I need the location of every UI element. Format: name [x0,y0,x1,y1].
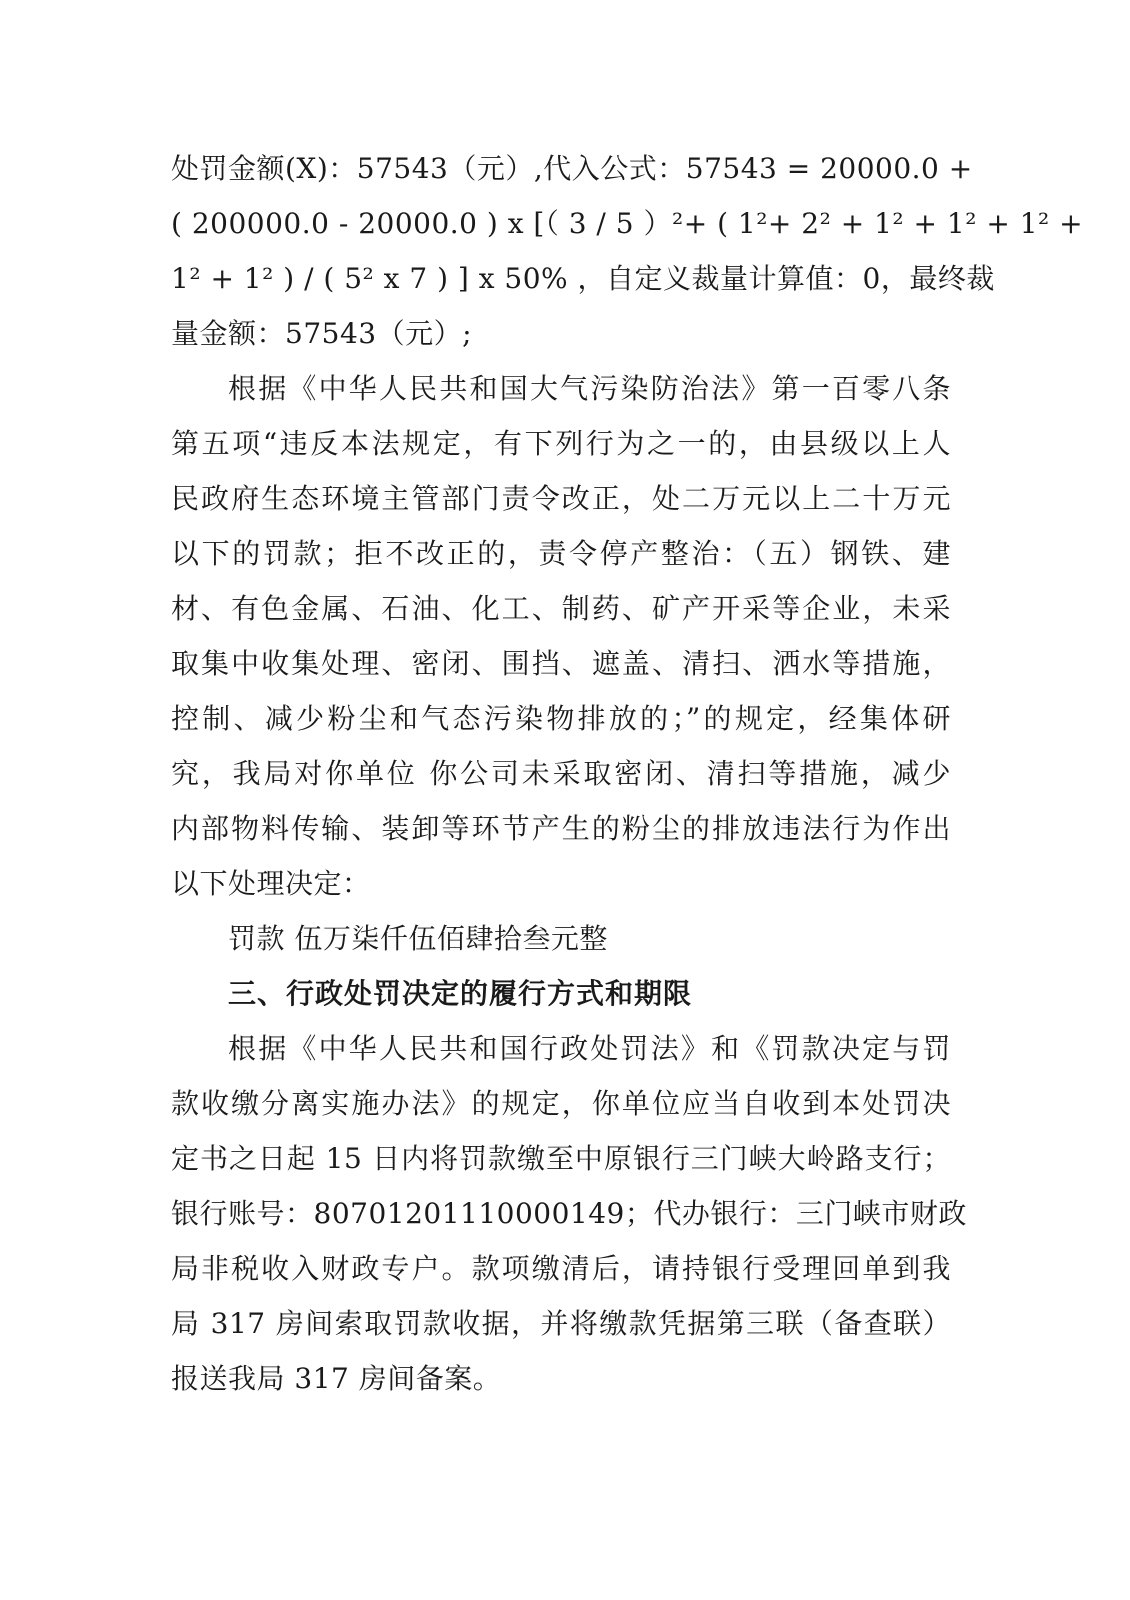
legal-basis-line-6: 取集中收集处理、密闭、围挡、遮盖、清扫、洒水等措施， [171,647,951,680]
legal-basis-line-9: 内部物料传输、装卸等环节产生的粉尘的排放违法行为作出 [171,812,951,845]
payment-line-7: 报送我局 317 房间备案。 [171,1362,502,1395]
penalty-formula-line-3: 1² + 1² ) / ( 5² x 7 ) ] x 50% ，自定义裁量计算值：0，最终裁 [171,262,995,295]
payment-line-2: 款收缴分离实施办法》的规定，你单位应当自收到本处罚决 [171,1087,951,1120]
legal-basis-line-7: 控制、减少粉尘和气态污染物排放的；”的规定，经集体研 [171,702,951,735]
payment-line-6: 局 317 房间索取罚款收据，并将缴款凭据第三联（备查联） [171,1307,951,1340]
legal-basis-line-8: 究，我局对你单位 你公司未采取密闭、清扫等措施，减少 [171,757,951,790]
legal-basis-line-3: 民政府生态环境主管部门责令改正，处二万元以上二十万元 [171,482,951,515]
penalty-formula-line-2: ( 200000.0 - 20000.0 ) x [（ 3 / 5 ）²+ ( 1²+ 2² + 1² + 1² + 1² + [171,207,1084,240]
payment-line-3: 定书之日起 15 日内将罚款缴至中原银行三门峡大岭路支行； [171,1142,951,1175]
payment-line-4: 银行账号：80701201110000149；代办银行：三门峡市财政 [171,1197,967,1230]
legal-basis-line-1: 根据《中华人民共和国大气污染防治法》第一百零八条 [228,372,951,405]
section-heading: 三、行政处罚决定的履行方式和期限 [228,977,693,1010]
legal-basis-line-5: 材、有色金属、石油、化工、制药、矿产开采等企业，未采 [171,592,951,625]
payment-line-1: 根据《中华人民共和国行政处罚法》和《罚款决定与罚 [228,1032,951,1065]
penalty-formula-line-1: 处罚金额(X)：57543（元）,代入公式：57543 = 20000.0 + [171,152,973,185]
penalty-amount-line: 罚款 伍万柒仟伍佰肆拾叁元整 [228,922,608,955]
penalty-formula-line-4: 量金额：57543（元）; [171,317,473,350]
legal-basis-line-2: 第五项“违反本法规定，有下列行为之一的，由县级以上人 [171,427,951,460]
payment-line-5: 局非税收入财政专户。款项缴清后，请持银行受理回单到我 [171,1252,951,1285]
legal-basis-line-10: 以下处理决定： [171,867,371,900]
legal-basis-line-4: 以下的罚款；拒不改正的，责令停产整治：（五）钢铁、建 [171,537,951,570]
